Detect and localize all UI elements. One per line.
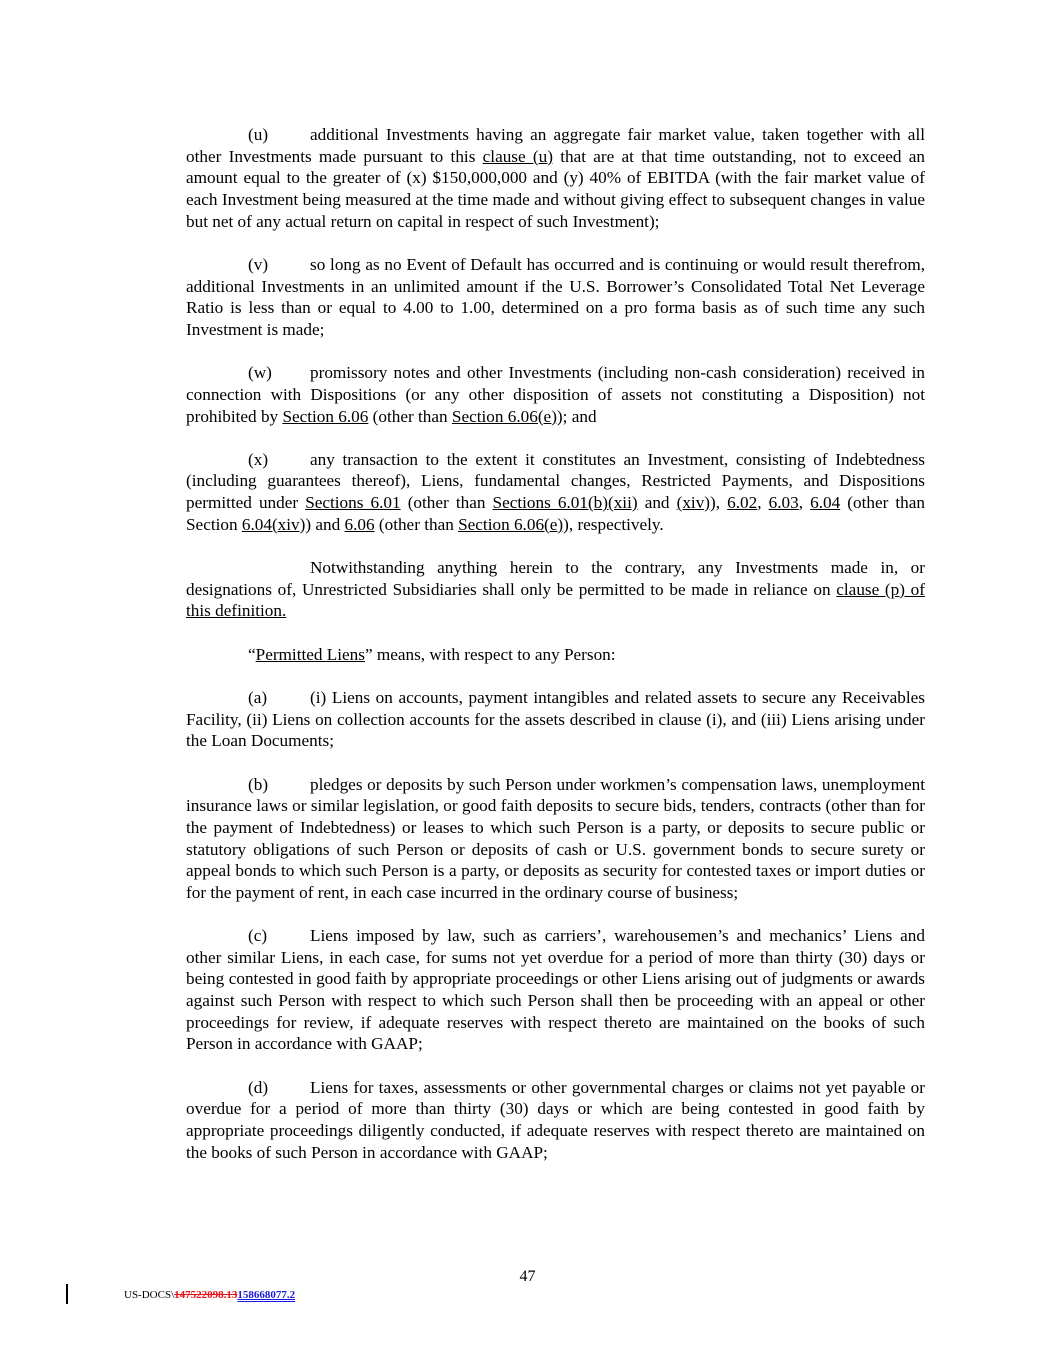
cross-reference: Sections 6.01(b)(xii): [492, 493, 638, 513]
paragraph: [186, 687, 925, 752]
text-run: Liens imposed by law, such as carriers’, warehousemen’s and mechanics’ Liens and other similar Liens, in each case, for sums not yet overdue for a period of more than thirty (30) days or being contested in good faith by appropriate proceedings or other Liens arising out of judgments or awards against such Person with respect to which such Person shall then be proceeding with an appeal or other proceedings for review, if adequate reserves with respect thereto are maintained on the books of such Person in accordance with GAAP;: [186, 926, 925, 1054]
cross-reference: Section 6.06(e): [451, 406, 557, 426]
cross-reference: 6.06: [344, 514, 375, 534]
doc-id-prefix: US-DOCS\: [124, 1289, 175, 1301]
clause-label: (d): [248, 1077, 269, 1097]
paragraph: [186, 1077, 925, 1164]
doc-id-inserted: 158668077.2: [237, 1289, 296, 1301]
text-run: (other than: [374, 514, 459, 534]
text-run: that are at that time outstanding, not to exceed an amount equal to the greater of (x) $150,000,000 and (y) 40% of EBITDA (with the fair market value of each Investment being measured at the time made and without giving effect to subsequent changes in value but net of any actual return on capital in respect of such Investment);: [186, 146, 925, 231]
text-run: ),: [710, 493, 728, 513]
text-run: (other than: [400, 493, 493, 513]
text-run: (i) Liens on accounts, payment intangibles and related assets to secure any Receivables Facility, (ii) Liens on collection accounts for the assets described in clause (i), and (iii) Liens arising under the Loan Documents;: [186, 687, 925, 751]
clause-label: (c): [248, 926, 268, 946]
cross-reference: clause (p) of this definition.: [186, 579, 925, 621]
cross-reference: Section 6.06: [282, 406, 369, 426]
cross-reference: 6.04(xiv): [241, 514, 306, 534]
text-run: ); and: [556, 406, 597, 426]
doc-id-deleted: 147522098.13: [174, 1289, 238, 1301]
clause-label: (w): [248, 363, 272, 383]
cross-reference: Section 6.06(e): [458, 514, 564, 534]
cross-reference: 6.03: [768, 493, 799, 513]
cross-reference: Sections 6.01: [305, 493, 401, 513]
paragraph: [186, 774, 925, 904]
text-run: promissory notes and other Investments (including non-cash consideration) received in connection with Dispositions (or any other disposition of assets not constituting a Disposition) not prohibited by: [186, 363, 925, 426]
document-id-footer: [124, 1289, 295, 1301]
paragraph: [186, 124, 925, 232]
text-run: so long as no Event of Default has occurred and is continuing or would result therefrom, additional Investments in an unlimited amount if the U.S. Borrower’s Consolidated Total Net Leverage Ratio is less than or equal to 4.00 to 1.00, determined on a pro forma basis as of such time any such Investment is made;: [186, 254, 925, 339]
paragraph: [186, 925, 925, 1055]
text-run: ), respectively.: [563, 514, 664, 534]
clause-label: (u): [248, 125, 269, 144]
text-run: ) and: [305, 514, 345, 534]
cross-reference: clause (u): [482, 146, 553, 166]
text-run: any transaction to the extent it constitutes an Investment, consisting of Indebtedness (including guarantees thereof), Liens, fundamental changes, Restricted Payments, and Dispositions permitted under: [186, 449, 925, 513]
clause-label: (v): [248, 254, 269, 274]
clause-label: (a): [248, 687, 268, 707]
text-run: (other than: [368, 406, 452, 426]
text-run: and: [637, 493, 677, 513]
cross-reference: 6.02: [727, 493, 758, 513]
paragraph: [186, 557, 925, 622]
text-run: Notwithstanding anything herein to the contrary, any Investments made in, or designations of, Unrestricted Subsidiaries shall only be permitted to be made in reliance on: [186, 558, 925, 599]
text-run: ,: [757, 493, 769, 513]
clause-label: (x): [248, 449, 269, 469]
page-number: 47: [519, 1268, 536, 1285]
cross-reference: 6.04: [810, 493, 841, 513]
text-run: Liens for taxes, assessments or other governmental charges or claims not yet payable or overdue for a period of more than thirty (30) days or which are being contested in good faith by appropriate proceedings diligently conducted, if adequate reserves with respect thereto are maintained on the books of such Person in accordance with GAAP;: [186, 1077, 925, 1162]
text-run: ,: [798, 493, 811, 513]
text-run: “: [248, 644, 256, 664]
paragraph: [186, 362, 925, 427]
paragraph: [186, 644, 925, 666]
cross-reference: Permitted Liens: [255, 644, 365, 664]
document-body: [186, 124, 925, 1185]
change-bar: [66, 1284, 68, 1304]
paragraph: [186, 254, 925, 341]
text-run: additional Investments having an aggregate fair market value, taken together with all other Investments made pursuant to this: [186, 125, 925, 166]
clause-label: (b): [248, 774, 269, 794]
text-run: ” means, with respect to any Person:: [364, 644, 616, 664]
paragraph: [186, 449, 925, 536]
text-run: (other than Section: [186, 493, 925, 534]
text-run: pledges or deposits by such Person under workmen’s compensation laws, unemployment insurance laws or similar legislation, or good faith deposits to secure bids, tenders, contracts (other than for the payment of Indebtedness) or leases to which such Person is a party, or deposits to secure public or statutory obligations of such Person or deposits of cash or U.S. government bonds to secure surety or appeal bonds to which such Person is a party, or deposits as security for contested taxes or import duties or for the payment of rent, in each case incurred in the ordinary course of business;: [186, 774, 925, 902]
cross-reference: (xiv): [676, 493, 711, 513]
